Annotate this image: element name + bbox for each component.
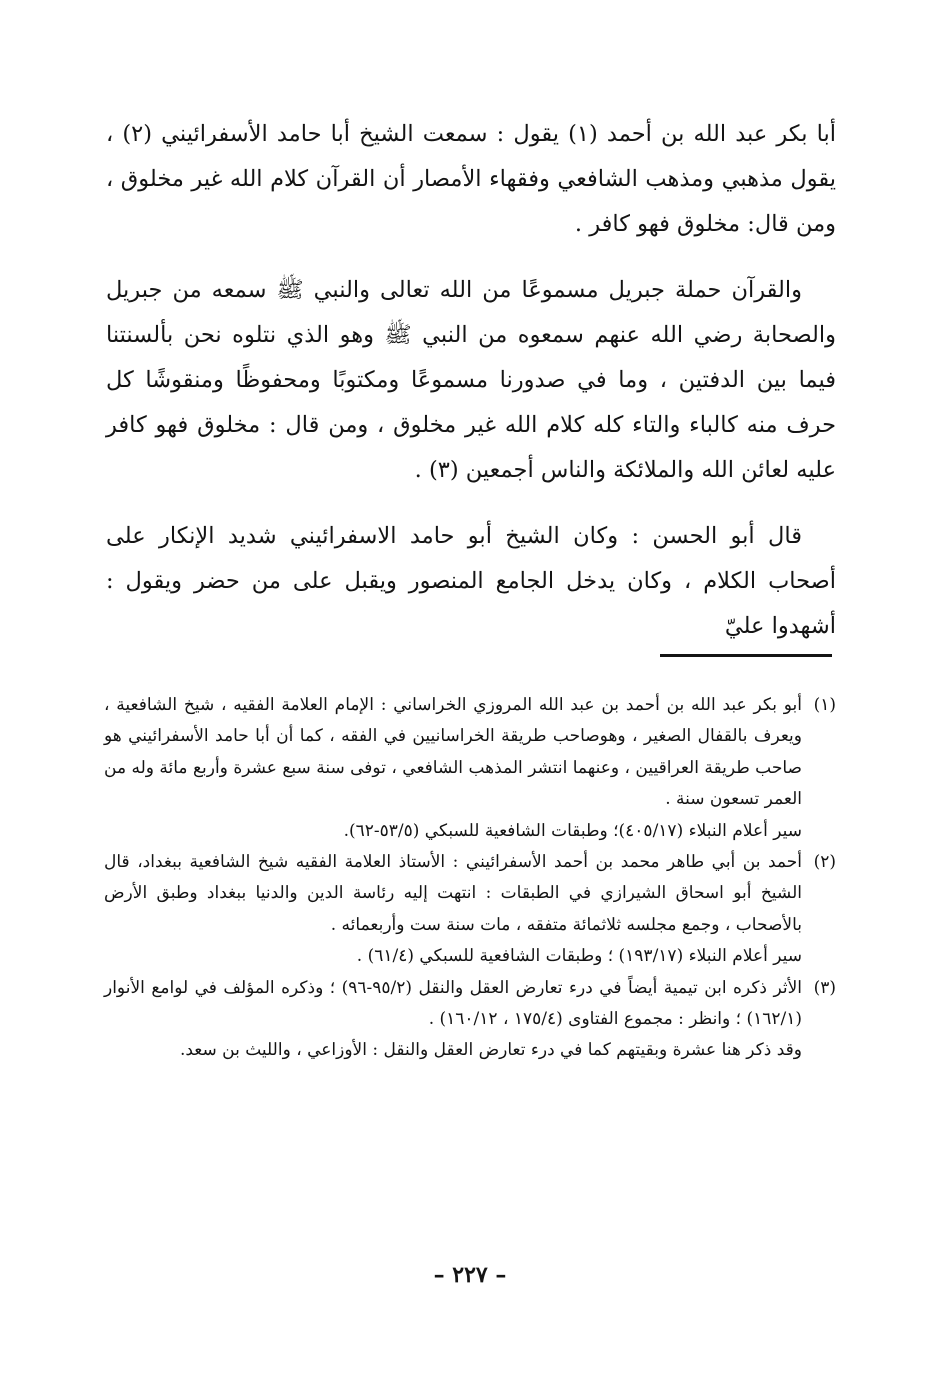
footnote-marker: (٢) [813, 852, 836, 873]
main-paragraph-2: والقرآن حملة جبريل مسموعًا من الله تعالى والنبي ﷺ سمعه من جبريل والصحابة رضي الله عنهم سمعوه من النبي ﷺ وهو الذي نتلوه نحن بألسنتنا فيما بين الدفتين ، وما في صدورنا مسموعًا ومكتوبًا ومحفوظًا ومنقوشًا كل حرف منه كالباء والتاء كله كلام الله غير مخلوق ، ومن قال : مخلوق فهو كافر عليه لعائن الله والملائكة والناس أجمعين (٣) . [106, 277, 836, 483]
footnote-marker: (١) [813, 695, 836, 715]
footnote-text: أحمد بن أبي طاهر محمد بن أحمد الأسفرائيني : الأستاذ العلامة الفقيه شيخ الشافعية ببغداد، قال الشيخ أبو اسحاق الشيرازي في الطبقات : انتهت إليه رئاسة الدين والدنيا ببغداد وطبق الأرض بالأصحاب ، وجمع مجلسه ثلاثمائة متفقه ، مات سنة ست وأربعمائه . [104, 852, 802, 935]
footnote-body [104, 973, 802, 1067]
footnote-2 [104, 847, 836, 973]
main-text [106, 112, 836, 649]
page-number: – ٢٢٧ – [433, 1262, 507, 1288]
footnote-reference: سير أعلام النبلاء (٤٠٥/١٧)؛ وطبقات الشافعية للسبكي (٥٣/٥-٦٢). [343, 820, 802, 841]
footnote-body [104, 847, 802, 973]
footnote-3 [104, 973, 836, 1067]
footnote-text: أبو بكر عبد الله بن أحمد بن عبد الله المروزي الخراساني : الإمام العلامة الفقيه ، شيخ الشافعية ، ويعرف بالقفال الصغير ، وهوصاحب طريقة الخراسانيين في الفقه ، كما أن أبا حامد الأسفرائيني هو صاحب طريقة العراقيين ، وعنهما انتشر المذهب الشافعي ، توفى سنة سبع عشرة وأربع مائة وله من العمر تسعون سنة . [104, 695, 802, 810]
footnote-separator [660, 654, 832, 657]
footnote-1 [104, 690, 836, 847]
main-paragraph-3: قال أبو الحسن : وكان الشيخ أبو حامد الاسفرائيني شديد الإنكار على أصحاب الكلام ، وكان يدخل الجامع المنصور ويقبل على من حضر ويقول : أشهدوا عليّ [106, 523, 836, 639]
footnote-text: الأثر ذكره ابن تيمية أيضاً في درء تعارض العقل والنقل (٩٥/٢-٩٦) ؛ وذكره المؤلف في لوامع الأنوار (١٦٢/١) ؛ وانظر : مجموع الفتاوى (١٧٥/٤ ، ١٦٠/١٢) . [104, 977, 802, 1030]
footnote-reference: سير أعلام النبلاء (١٩٣/١٧) ؛ وطبقات الشافعية للسبكي (٦١/٤) . [356, 946, 802, 967]
footnote-marker: (٣) [813, 977, 836, 998]
main-paragraph-1: أبا بكر عبد الله بن أحمد (١) يقول : سمعت الشيخ أبا حامد الأسفرائيني (٢) ، يقول مذهبي ومذهب الشافعي وفقهاء الأمصار أن القرآن كلام الله غير مخلوق ، ومن قال: مخلوق فهو كافر . [106, 121, 836, 237]
footnote-text: وقد ذكر هنا عشرة وبقيتهم كما في درء تعارض العقل والنقل : الأوزاعي ، والليث بن سعد. [179, 1040, 802, 1061]
footnote-body [104, 690, 802, 847]
footnotes [104, 690, 836, 1067]
